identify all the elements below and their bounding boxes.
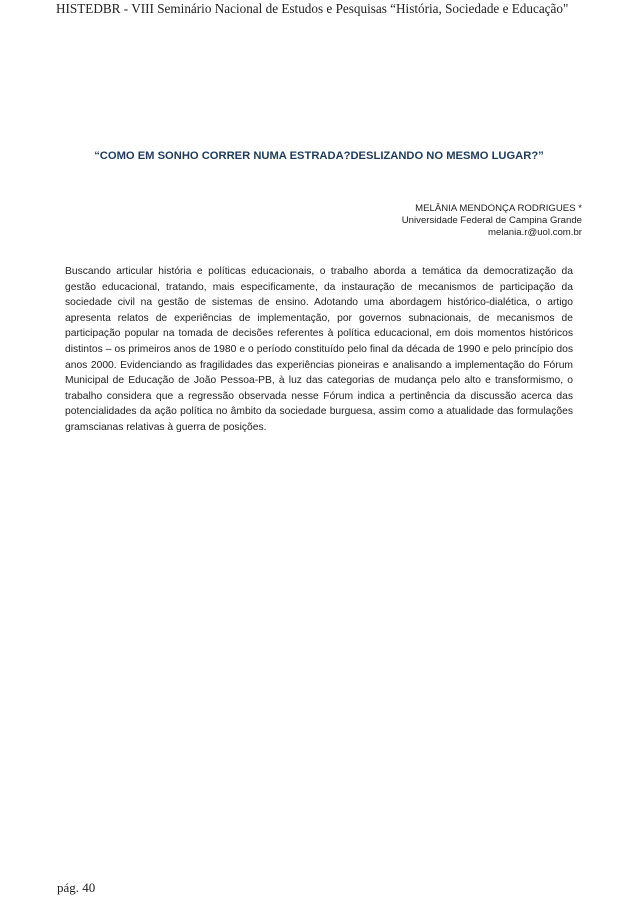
author-affiliation: Universidade Federal de Campina Grande [401, 215, 582, 226]
abstract-paragraph: Buscando articular história e políticas educacionais, o trabalho aborda a temática da democratização da gestão educacional, tratando, mais especificamente, da instauração de mecanismos de participação da sociedade civil na gestão de sistemas de ensino. Adotando uma abordagem histórico-dialética, o artigo apresenta relatos de experiências de implementação, por governos subnacionais, de mecanismos de participação popular na tomada de decisões referentes à política educacional, em dois momentos históricos distintos – os primeiros anos de 1980 e o período constituído pelo final da década de 1990 e pelo princípio dos anos 2000. Evidenciando as fragilidades das experiências pioneiras e analisando a implementação do Fórum Municipal de Educação de João Pessoa-PB, à luz das categorias de mudança pelo alto e transformismo, o trabalho considera que a regressão observada nesse Fórum indica a pertinência da discussão acerca das potencialidades da ação política no âmbito da sociedade burguesa, assim como a atualidade das formulações gramscianas relativas à guerra de posições. [65, 266, 573, 433]
page-number: pág. 40 [57, 880, 96, 895]
running-header: HISTEDBR - VIII Seminário Nacional de Estudos e Pesquisas “História, Sociedade e Educação" [56, 1, 569, 16]
author-name: MELÂNIA MENDONÇA RODRIGUES * [415, 203, 582, 214]
author-email: melania.r@uol.com.br [488, 227, 582, 238]
article-title: “COMO EM SONHO CORRER NUMA ESTRADA?DESLIZANDO NO MESMO LUGAR?” [94, 150, 544, 162]
author-block [282, 203, 582, 239]
